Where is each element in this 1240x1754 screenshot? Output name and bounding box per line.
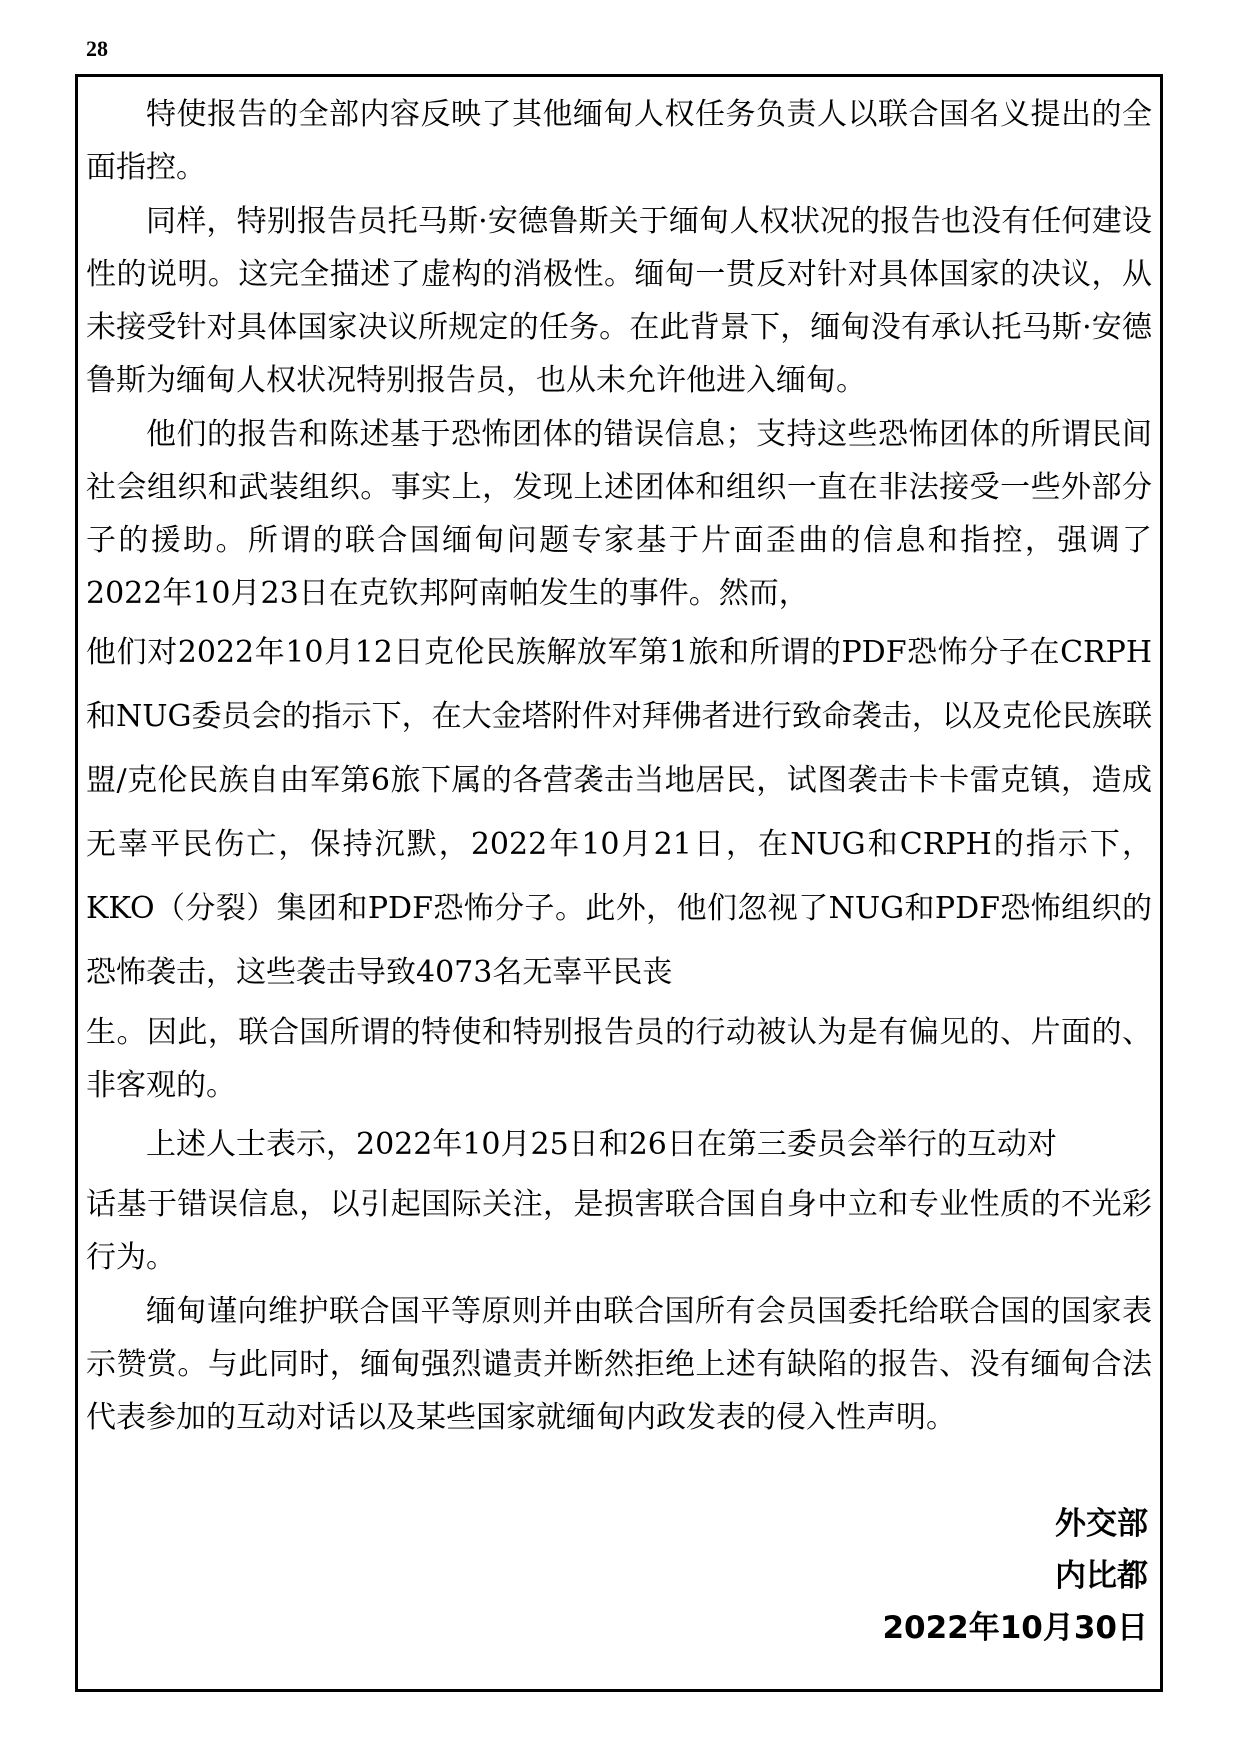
paragraph-1: 特使报告的全部内容反映了其他缅甸人权任务负责人以联合国名义提出的全面指控。: [86, 97, 1152, 185]
signature-date: 2022年10月30日: [882, 1610, 1148, 1646]
document-body: [86, 88, 1152, 1445]
paragraph-8: 缅甸谨向维护联合国平等原则并由联合国所有会员国委托给联合国的国家表示赞赏。与此同时，缅甸强烈谴责并断然拒绝上述有缺陷的报告、没有缅甸合法代表参加的互动对话以及某些国家就缅甸内政发表的侵入性声明。: [86, 1294, 1152, 1435]
paragraph-4: 他们对2022年10月12日克伦民族解放军第1旅和所谓的PDF恐怖分子在CRPH 和NUG委员会的指示下，在大金塔附件对拜佛者进行致命袭击，以及克伦民族联盟/克伦民族自由军第6旅下属的各营袭击当地居民，试图袭击卡卡雷克镇，造成无辜平民伤亡，保持沉默，2022年10月21日，在NUG和CRPH的指示下，KKO（分裂）集团和PDF恐怖分子。此外，他们忽视了NUG和PDF恐怖组织的恐怖袭击，这些袭击导致4073名无辜平民丧: [86, 635, 1152, 990]
signature-city: 内比都: [1055, 1558, 1148, 1594]
paragraph-3: 他们的报告和陈述基于恐怖团体的错误信息；支持这些恐怖团体的所谓民间社会组织和武装组织。事实上，发现上述团体和组织一直在非法接受一些外部分子的援助。所谓的联合国缅甸问题专家基于片面歪曲的信息和指控，强调了2022年10月23日在克钦邦阿南帕发生的事件。然而，: [86, 417, 1152, 611]
signature-ministry: 外交部: [1055, 1506, 1148, 1542]
paragraph-6: 上述人士表示，2022年10月25日和26日在第三委员会举行的互动对: [146, 1127, 1057, 1162]
paragraph-7: 话基于错误信息，以引起国际关注，是损害联合国自身中立和专业性质的不光彩行为。: [86, 1187, 1152, 1275]
page-number: 28: [86, 36, 108, 61]
paragraph-5: 生。因此，联合国所谓的特使和特别报告员的行动被认为是有偏见的、片面的、非客观的。: [86, 1015, 1152, 1103]
paragraph-2: 同样，特别报告员托马斯·安德鲁斯关于缅甸人权状况的报告也没有任何建设性的说明。这完全描述了虚构的消极性。缅甸一贯反对针对具体国家的决议，从未接受针对具体国家决议所规定的任务。在此背景下，缅甸没有承认托马斯·安德鲁斯为缅甸人权状况特别报告员，也从未允许他进入缅甸。: [86, 204, 1152, 398]
signature-block: [882, 1498, 1148, 1654]
